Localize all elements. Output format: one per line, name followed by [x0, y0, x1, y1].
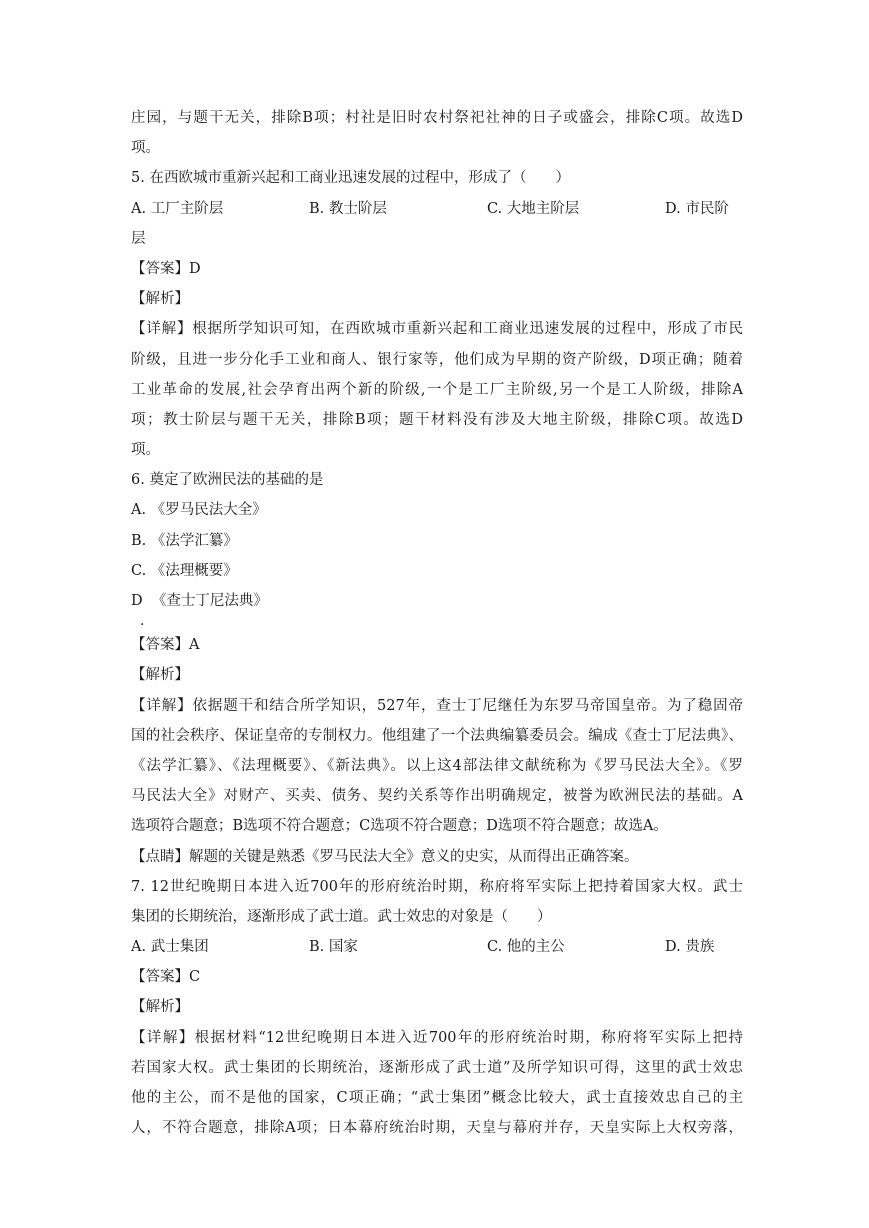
- q7-options: [131, 932, 743, 962]
- document-body: [131, 103, 743, 1143]
- q5-option-b: B. 教士阶层: [309, 200, 387, 217]
- q7-option-d: D. 贵族: [665, 939, 715, 956]
- detail-text: 《法学汇纂》、《法理概要》、《新法典》。以上这4部法律文献统称为《罗马民法大全》。《罗: [131, 757, 743, 774]
- q6-option-d: D 《查士丁尼法典》: [131, 593, 268, 609]
- analysis-label: 【解析】: [131, 999, 189, 1016]
- q5-options: [131, 194, 743, 224]
- detail-text: 项；教士阶层与题干无关，排除B项；题干材料没有涉及大地主阶级，排除C项。故选D: [131, 411, 743, 428]
- stray-dot: .: [140, 613, 145, 630]
- q6-option-b: B. 《法学汇纂》: [131, 532, 238, 549]
- q6-option-c: C. 《法理概要》: [131, 562, 238, 579]
- q7-option-c: C. 他的主公: [487, 939, 565, 956]
- question-7: 7. 12世纪晚期日本进入近700年的形府统治时期，称府将军实际上把持着国家大权。武士: [131, 878, 743, 895]
- detail-text: 工业革命的发展,社会孕育出两个新的阶级,一个是工厂主阶级,另一个是工人阶级，排除A: [131, 381, 743, 398]
- detail-text: 项。: [131, 442, 160, 459]
- q7-option-a: A. 武士集团: [131, 939, 209, 956]
- detail-text: 【详解】根据所学知识可知，在西欧城市重新兴起和工商业迅速发展的过程中，形成了市民: [131, 321, 743, 338]
- answer-label: 【答案】C: [131, 969, 201, 986]
- q6-option-a: A. 《罗马民法大全》: [131, 502, 267, 519]
- detail-text: 马民法大全》对财产、买卖、债务、契约关系等作出明确规定，被誉为欧洲民法的基础。A: [131, 788, 743, 805]
- q5-option-d: D. 市民阶: [665, 200, 729, 217]
- answer-label: 【答案】D: [131, 260, 201, 277]
- analysis-label: 【解析】: [131, 291, 189, 308]
- detail-text: 若国家大权。武士集团的长期统治，逐渐形成了武士道”及所学知识可得，这里的武士效忠: [131, 1059, 743, 1076]
- q5-option-a: A. 工厂主阶层: [131, 200, 224, 217]
- detail-text: 【详解】根据材料“12世纪晚期日本进入近700年的形府统治时期，称府将军实际上把持: [131, 1029, 743, 1046]
- text-line: 项。: [131, 140, 160, 157]
- tip-text: 【点睛】解题的关键是熟悉《罗马民法大全》意义的史实，从而得出正确答案。: [131, 848, 639, 865]
- detail-text: 他的主公，而不是他的国家，C项正确；“武士集团”概念比较大，武士直接效忠自己的主: [131, 1090, 743, 1106]
- detail-text: 人，不符合题意，排除A项；日本幕府统治时期，天皇与幕府并存，天皇实际上大权旁落，: [131, 1120, 743, 1137]
- q5-option-c: C. 大地主阶层: [487, 200, 580, 217]
- q7-option-b: B. 国家: [309, 939, 358, 956]
- text-line: 层: [131, 230, 146, 247]
- detail-text: 国的社会秩序、保证皇帝的专制权力。他组建了一个法典编纂委员会。编成《查士丁尼法典》、: [131, 727, 743, 744]
- question-5: 5. 在西欧城市重新兴起和工商业迅速发展的过程中，形成了（ ）: [131, 170, 570, 187]
- detail-text: 选项符合题意；B选项不符合题意；C选项不符合题意；D选项不符合题意；故选A。: [131, 818, 668, 835]
- question-7: 集团的长期统治，逐渐形成了武士道。武士效忠的对象是（ ）: [131, 908, 552, 925]
- question-6: 6. 奠定了欧洲民法的基础的是: [131, 472, 324, 489]
- analysis-label: 【解析】: [131, 667, 189, 684]
- detail-text: 【详解】依据题干和结合所学知识，527年，查士丁尼继任为东罗马帝国皇帝。为了稳固帝: [131, 697, 743, 714]
- text-line: 庄园，与题干无关，排除B项；村社是旧时农村祭祀社神的日子或盛会，排除C项。故选D: [131, 110, 743, 126]
- answer-label: 【答案】A: [131, 637, 200, 654]
- detail-text: 阶级，且进一步分化手工业和商人、银行家等，他们成为早期的资产阶级，D项正确；随着: [131, 351, 743, 368]
